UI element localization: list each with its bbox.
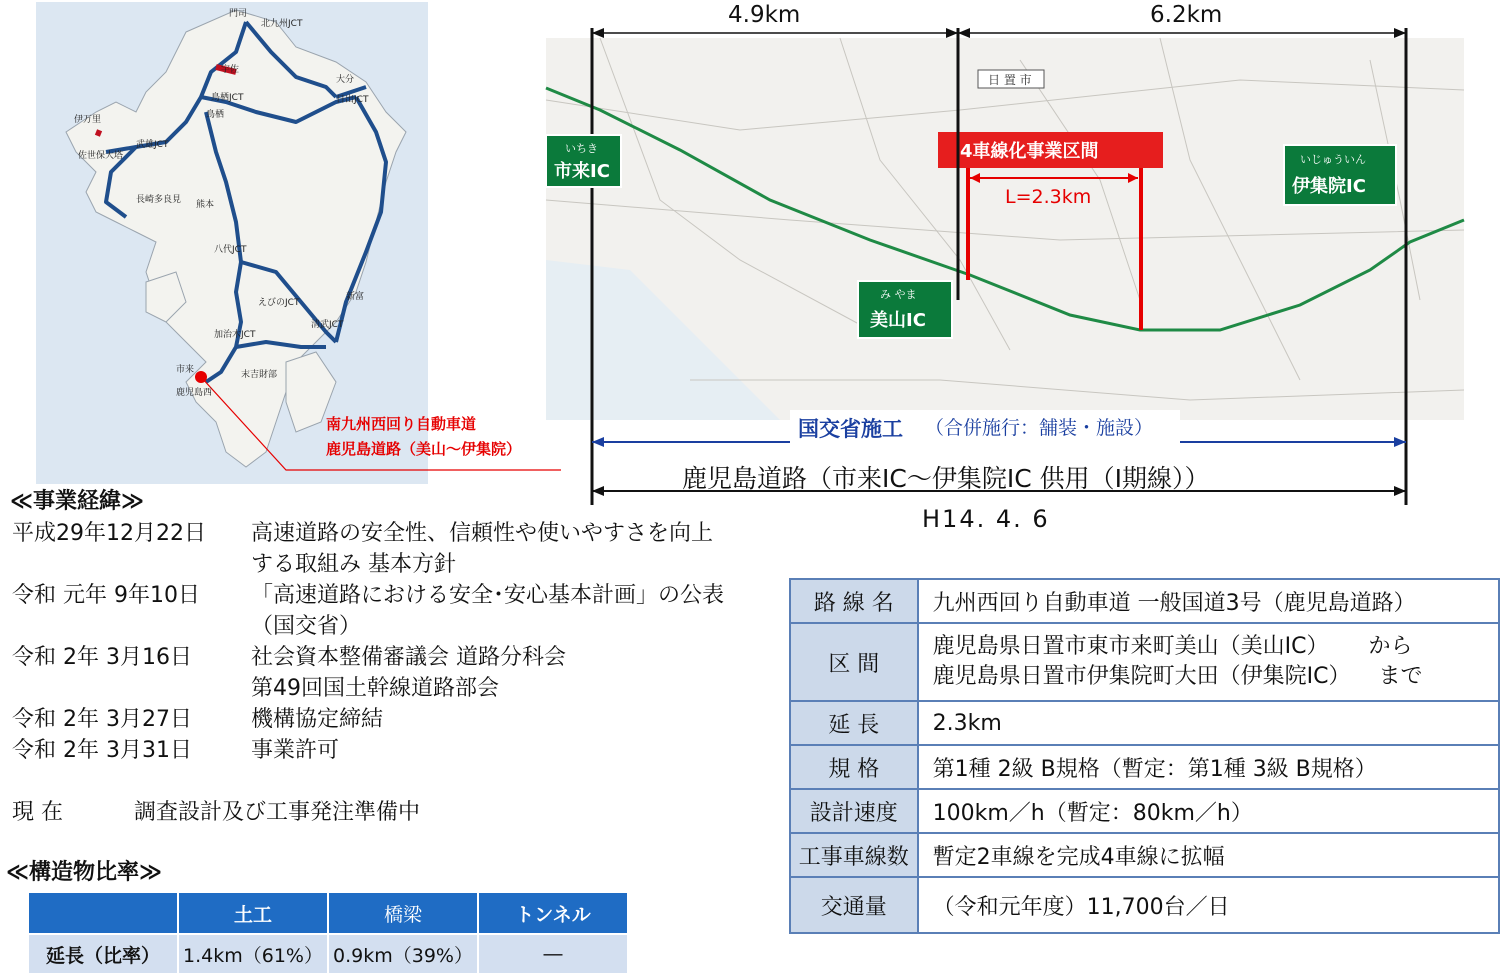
history-date: 令和 2年 3月31日: [12, 738, 192, 763]
structure-header-bridge: 橋梁: [328, 892, 478, 934]
spec-value-route: 九州西回り自動車道 一般国道3号（鹿児島道路）: [918, 579, 1499, 623]
dist-left-arrow-b: [946, 28, 958, 38]
spec-section-from-word: から: [1368, 634, 1413, 659]
spec-row-traffic: [790, 877, 1499, 933]
spec-value-traffic: （令和元年度）11,700台／日: [918, 877, 1499, 933]
spec-label-section: 区 間: [790, 623, 918, 701]
spec-row-speed: [790, 789, 1499, 833]
spec-label-lanes: 工事車線数: [790, 833, 918, 877]
lbl-usa: 宇佐: [221, 65, 240, 75]
spec-row-section: [790, 623, 1499, 701]
history-desc-line2: （国交省）: [251, 614, 362, 639]
ic-miyama-sign: [858, 281, 952, 338]
spec-row-lanes: [790, 833, 1499, 877]
project-spec-table: [789, 578, 1500, 934]
spec-row-route: [790, 579, 1499, 623]
callout-section-name: 鹿児島道路（美山～伊集院）: [326, 440, 522, 458]
ic-ichiki-sign: [546, 135, 621, 187]
ic-miyama-name: 美山IC: [870, 310, 926, 331]
lbl-ebino: えびのJCT: [258, 298, 300, 308]
opened-section-label: 鹿児島道路（市来IC～伊集院IC 供用（Ⅰ期線））: [682, 464, 1210, 493]
ic-ichiki-ruby: いちき: [565, 142, 598, 155]
lbl-hiji: 日出JCT: [336, 95, 369, 105]
spec-row-length: [790, 701, 1499, 745]
lbl-miyazaki: 清武JCT: [311, 320, 344, 330]
history-heading: ≪事業経緯≫: [10, 489, 145, 514]
kyushu-overview-map: [36, 2, 522, 484]
route-detail-map: [540, 0, 1500, 535]
structure-value-row: [28, 934, 628, 974]
history-current-status: 調査設計及び工事発注準備中: [134, 800, 421, 825]
spec-label-traffic: 交通量: [790, 877, 918, 933]
route-map-svg: [540, 0, 1500, 535]
lbl-kagoshima: 鹿児島西: [176, 388, 213, 398]
mlit-arrow-right: [1394, 437, 1406, 447]
spec-value-speed: 100km／h（暫定：80km／h）: [918, 789, 1499, 833]
spec-section-to: [933, 662, 1498, 692]
callout-route-name: 南九州西回り自動車道: [326, 415, 477, 433]
lbl-ichiki: 市来: [176, 365, 195, 375]
history-current-label: 現 在: [12, 800, 63, 825]
spec-section-to-word: まで: [1378, 664, 1423, 689]
spec-value-lanes: 暫定2車線を完成4車線に拡幅: [918, 833, 1499, 877]
lbl-sasebo: 佐世保大塔: [78, 151, 124, 161]
history-desc-line2: する取組み 基本方針: [251, 552, 456, 577]
project-box-label: 4車線化事業区間: [960, 141, 1099, 162]
lbl-shintomi: 新富: [346, 292, 365, 302]
structure-header-empty: [28, 892, 178, 934]
ic-ichiki-name: 市来IC: [554, 161, 610, 182]
history-date: 令和 2年 3月16日: [12, 645, 192, 670]
lbl-takeo: 武雄JCT: [136, 140, 169, 150]
spec-section-to-place: 鹿児島県日置市伊集院町大田（伊集院IC）: [932, 664, 1351, 689]
structure-earthwork-value: 1.4km（61%）: [178, 934, 328, 974]
dist-right: 6.2km: [1150, 2, 1223, 28]
history-desc: [251, 642, 566, 704]
dist-right-arrow-b: [1394, 28, 1406, 38]
structure-tunnel-value: ―: [478, 934, 628, 974]
spec-value-length: 2.3km: [918, 701, 1499, 745]
history-desc: [251, 580, 724, 642]
history-desc-line2: 第49回国土幹線道路部会: [251, 676, 499, 701]
opened-arrow-left: [592, 486, 604, 496]
lbl-imari: 伊万里: [74, 115, 102, 125]
opened-date: H14. 4. 6: [922, 505, 1050, 533]
history-desc: [251, 518, 713, 580]
history-desc-line1: 高速道路の安全性、信頼性や使いやすさを向上: [251, 521, 714, 546]
history-date: 令和 2年 3月27日: [12, 707, 192, 732]
mlit-sub-label: （合併施行：舗装・施設）: [925, 417, 1154, 439]
spec-value-section: [918, 623, 1499, 701]
spec-label-length: 延 長: [790, 701, 918, 745]
lbl-kitakyushu: 北九州JCT: [261, 19, 303, 29]
lbl-yatsushiro: 八代JCT: [214, 245, 247, 255]
opened-arrow-right: [1394, 486, 1406, 496]
spec-section-from-place: 鹿児島県日置市東市来町美山（美山IC）: [932, 634, 1329, 659]
structure-heading: ≪構造物比率≫: [6, 860, 163, 885]
history-date: 令和 元年 9年10日: [12, 583, 200, 608]
history-desc-line1: 社会資本整備審議会 道路分科会: [251, 645, 566, 670]
history-desc-line1: 「高速道路における安全･安心基本計画」の公表: [251, 583, 725, 608]
lbl-kanoya: 末吉財部: [241, 370, 278, 380]
spec-section-from: [933, 632, 1498, 662]
lbl-tosu: 鳥栖: [206, 110, 225, 120]
city-label: 日 置 市: [988, 73, 1032, 87]
lbl-kurume: 鳥栖JCT: [211, 93, 244, 103]
structure-bridge-value: 0.9km（39%）: [328, 934, 478, 974]
history-desc: 機構協定締結: [251, 707, 384, 732]
lbl-oita: 大分: [336, 75, 355, 85]
lbl-kirishima: 加治木JCT: [214, 330, 256, 340]
spec-label-route: 路 線 名: [790, 579, 918, 623]
spec-label-standard: 規 格: [790, 745, 918, 789]
lbl-kumamoto: 熊本: [196, 200, 215, 210]
structure-ratio-table: [27, 891, 629, 975]
lbl-moji: 門司: [229, 9, 248, 19]
structure-header-earthwork: 土工: [178, 892, 328, 934]
spec-value-standard: 第1種 2級 B規格（暫定：第1種 3級 B規格）: [918, 745, 1499, 789]
kyushu-project-mark-north: [96, 132, 101, 134]
kyushu-map-svg: [36, 2, 522, 484]
mlit-main-label: 国交省施工: [798, 417, 903, 441]
dist-left-arrow-a: [592, 28, 604, 38]
ic-ijuin-ruby: いじゅういん: [1300, 153, 1366, 166]
ic-ijuin-sign: [1284, 145, 1396, 205]
spec-label-speed: 設計速度: [790, 789, 918, 833]
structure-header-row: [28, 892, 628, 934]
structure-header-tunnel: トンネル: [478, 892, 628, 934]
mlit-arrow-left: [592, 437, 604, 447]
history-desc: 事業許可: [251, 738, 340, 763]
history-date: 平成29年12月22日: [12, 521, 206, 546]
spec-row-standard: [790, 745, 1499, 789]
dist-right-arrow-a: [958, 28, 970, 38]
dist-left: 4.9km: [728, 2, 801, 28]
structure-row-label: 延長（比率）: [28, 934, 178, 974]
ic-miyama-ruby: み やま: [880, 288, 917, 301]
ic-ijuin-name: 伊集院IC: [1292, 176, 1366, 197]
project-length: L=2.3km: [1005, 186, 1092, 208]
lbl-nagasaki: 長崎多良見: [136, 195, 182, 205]
